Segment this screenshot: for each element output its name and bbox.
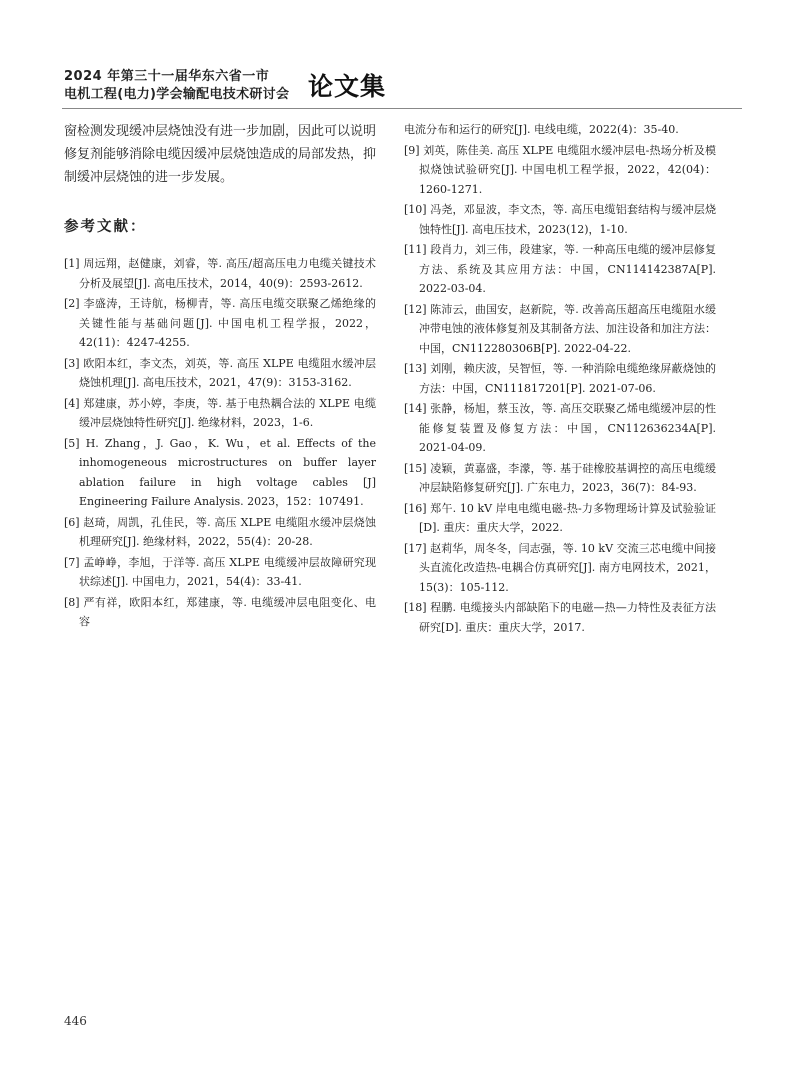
reference-number: [13] bbox=[404, 362, 427, 375]
reference-text: 张静，杨旭，蔡玉汝，等. 高压交联聚乙烯电缆缓冲层的性能修复装置及修复方法：中国，CN112636234A[P]. 2021-04-09. bbox=[419, 402, 716, 454]
reference-item bbox=[64, 254, 376, 293]
reference-text: 刘英，陈佳美. 高压 XLPE 电缆阻水缓冲层电-热场分析及模拟烧蚀试验研究[J]. 中国电机工程学报，2022，42(04)：1260-1271. bbox=[419, 143, 716, 196]
reference-text: 冯尧，邓显波，李文杰，等. 高压电缆铝套结构与缓冲层烧蚀特性[J]. 高电压技术，2023(12)，1-10. bbox=[419, 203, 716, 236]
reference-number: [2] bbox=[64, 297, 80, 310]
reference-item bbox=[64, 434, 376, 512]
reference-item bbox=[404, 539, 716, 598]
reference-number: [11] bbox=[404, 243, 427, 256]
reference-item bbox=[64, 394, 376, 433]
reference-text: 赵琦，周凯，孔佳民，等. 高压 XLPE 电缆阻水缓冲层烧蚀机理研究[J]. 绝缘材料，2022，55(4)：20-28. bbox=[79, 515, 377, 548]
reference-number: [1] bbox=[64, 257, 80, 270]
reference-text: 欧阳本红，李文杰，刘英，等. 高压 XLPE 电缆阻水缓冲层烧蚀机理[J]. 高电压技术，2021，47(9)：3153-3162. bbox=[79, 356, 377, 389]
reference-item bbox=[404, 240, 716, 299]
reference-number: [6] bbox=[64, 515, 80, 529]
body-paragraph: 窗检测发现缓冲层烧蚀没有进一步加剧，因此可以说明修复剂能够消除电缆因缓冲层烧蚀造成的局部发热，抑制缓冲层烧蚀的进一步发展。 bbox=[64, 124, 377, 185]
reference-item bbox=[404, 598, 716, 637]
reference-text: H. Zhang，J. Gao，K. Wu，et al. Effects of the inhomogeneous microstructures on buffer layer ablation failure in high voltage cables [J] Engineering Failure Analysis. 2023，152：107491. bbox=[79, 436, 377, 508]
reference-list-left bbox=[64, 254, 376, 632]
reference-item bbox=[404, 499, 716, 538]
reference-number: [7] bbox=[64, 555, 80, 569]
left-column bbox=[64, 120, 376, 633]
reference-item bbox=[64, 553, 376, 592]
reference-item bbox=[404, 459, 716, 498]
reference-number: [5] bbox=[64, 436, 80, 450]
reference-number: [9] bbox=[404, 143, 420, 157]
reference-text: 段肖力，刘三伟，段建家，等. 一种高压电缆的缓冲层修复方法、系统及其应用方法：中国，CN114142387A[P]. 2022-03-04. bbox=[419, 243, 716, 295]
reference-number: [8] bbox=[64, 595, 80, 609]
reference-number: [15] bbox=[404, 461, 427, 475]
references-heading: 参考文献： bbox=[64, 219, 147, 235]
reference-number: [10] bbox=[404, 203, 427, 216]
header-conference-line2: 电机工程(电力)学会输配电技术研讨会 bbox=[64, 87, 290, 102]
reference-text: 周远翔，赵健康，刘睿，等. 高压/超高压电力电缆关键技术分析及展望[J]. 高电压技术，2014，40(9)：2593-2612. bbox=[79, 257, 376, 290]
reference-text: 郑午. 10 kV 岸电电缆电磁-热-力多物理场计算及试验验证[D]. 重庆：重庆大学，2022. bbox=[419, 501, 716, 534]
reference-text: 郑建康，苏小婷，李庚，等. 基于电热耦合法的 XLPE 电缆缓冲层烧蚀特性研究[J]. 绝缘材料，2023，1-6. bbox=[79, 396, 377, 429]
reference-text: 刘刚，赖庆波，吴智恒，等. 一种消除电缆绝缘屏蔽烧蚀的方法：中国，CN111817201[P]. 2021-07-06. bbox=[419, 362, 716, 395]
reference-text: 凌颖，黄嘉盛，李濛，等. 基于硅橡胶基调控的高压电缆缓冲层缺陷修复研究[J]. 广东电力，2023，36(7)：84-93. bbox=[419, 461, 716, 494]
reference-number: [16] bbox=[404, 501, 427, 515]
header-title: 论文集 bbox=[308, 72, 387, 101]
reference-number: [17] bbox=[404, 541, 427, 555]
reference-item bbox=[404, 399, 716, 458]
reference-text: 孟峥峥，李旭，于洋等. 高压 XLPE 电缆缓冲层故障研究现状综述[J]. 中国电力，2021，54(4)：33-41. bbox=[79, 555, 377, 588]
reference-number: [3] bbox=[64, 356, 80, 370]
reference-item bbox=[404, 359, 716, 398]
header-conference-line1: 2024 年第三十一届华东六省一市 bbox=[64, 69, 270, 84]
reference-item bbox=[64, 513, 376, 552]
reference-item bbox=[404, 300, 716, 359]
reference-item bbox=[64, 294, 376, 353]
right-column bbox=[404, 120, 716, 638]
reference-text: 严有祥，欧阳本红，郑建康，等. 电缆缓冲层电阻变化、电容 bbox=[79, 595, 376, 628]
reference-number: [4] bbox=[64, 396, 80, 410]
reference-item bbox=[64, 593, 376, 632]
reference-number: [18] bbox=[404, 601, 427, 614]
reference-item bbox=[404, 200, 716, 239]
reference-text: 陈沛云，曲国安，赵新院，等. 改善高压超高压电缆阻水缓冲带电蚀的液体修复剂及其制备方法、加注设备和加注方法：中国，CN112280306B[P]. 2022-04-22. bbox=[419, 302, 716, 355]
reference-text: 赵莉华，周冬冬，闫志强，等. 10 kV 交流三芯电缆中间接头直流化改造热-电耦合仿真研究[J]. 南方电网技术，2021，15(3)：105-112. bbox=[419, 541, 717, 594]
reference-item bbox=[404, 120, 716, 140]
header-divider bbox=[62, 108, 742, 109]
reference-number: [14] bbox=[404, 402, 427, 415]
reference-number: [12] bbox=[404, 302, 427, 316]
reference-text: 电流分布和运行的研究[J]. 电线电缆，2022(4)：35-40. bbox=[404, 123, 679, 136]
reference-item bbox=[64, 354, 376, 393]
page-number: 446 bbox=[64, 1014, 87, 1028]
reference-text: 程鹏. 电缆接头内部缺陷下的电磁—热—力特性及表征方法研究[D]. 重庆：重庆大学，2017. bbox=[419, 601, 716, 634]
reference-text: 李盛涛，王诗航，杨柳青，等. 高压电缆交联聚乙烯绝缘的关键性能与基础问题[J]. 中国电机工程学报，2022，42(11)：4247-4255. bbox=[79, 297, 376, 349]
reference-item bbox=[404, 141, 716, 200]
page-header bbox=[64, 62, 744, 110]
reference-list-right bbox=[404, 120, 716, 637]
